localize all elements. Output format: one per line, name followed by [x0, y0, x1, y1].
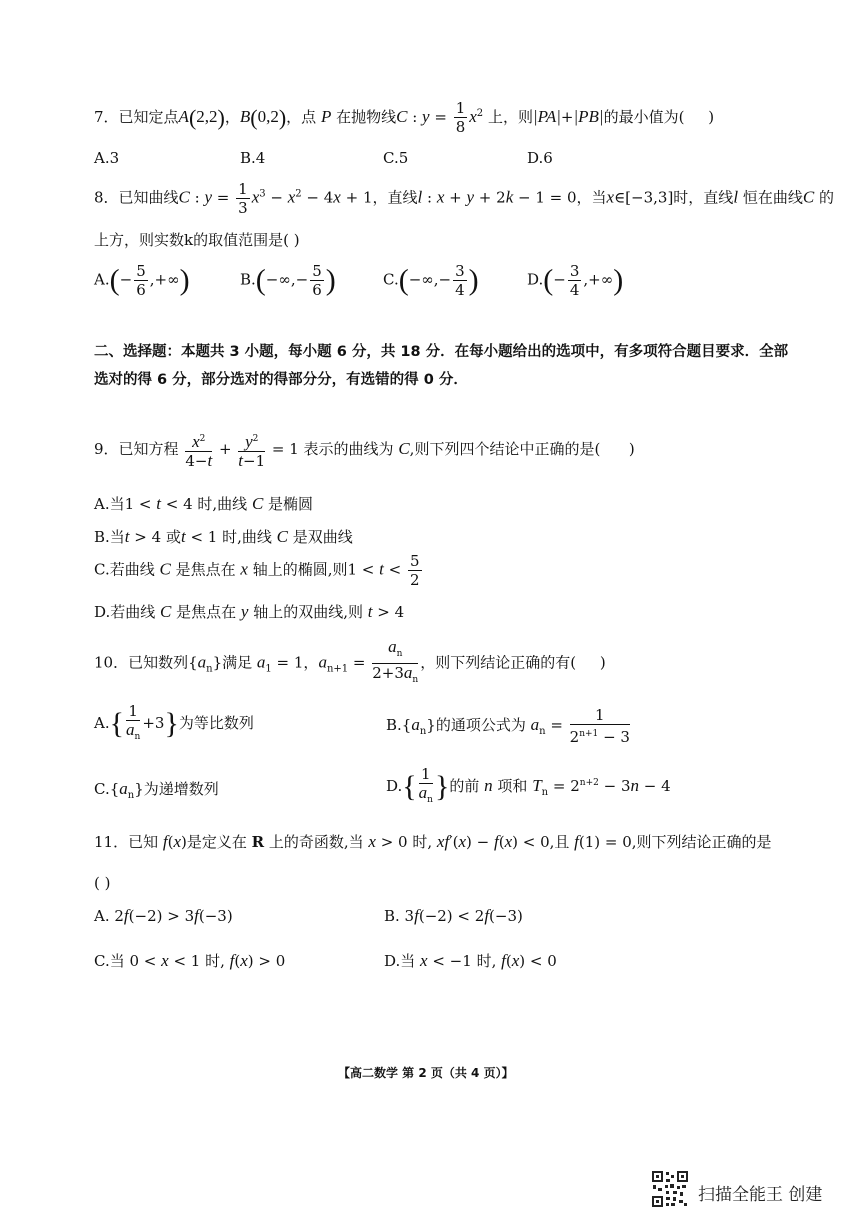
q7-text: 7．已知定点A(2,2)，B(0,2)，点 P 在抛物线C : y = $\frac{1}{8}$ $x^2$ 上，则|PA|+|PB|的最小值为( ): [94, 99, 715, 136]
question-7-stem: [94, 99, 714, 136]
q11-option-c: C.当 0 < x < 1 时, f(x) > 0: [94, 951, 286, 970]
q11-option-a: A. 2f(−2) > 3f(−3): [94, 906, 233, 925]
q9-option-a: A.当1 < t < 4 时,曲线 C 是椭圆: [94, 494, 314, 513]
q7-option-b: B.4: [240, 149, 266, 167]
q11-option-d: D.当 x < −1 时, f(x) < 0: [384, 951, 557, 970]
page-footer: 【高二数学 第 2 页（共 4 页）】: [338, 1066, 514, 1080]
qr-code-icon: [651, 1170, 689, 1208]
question-9-stem: 9．已知方程 $\frac{x^2}{4-t}$ + $\frac{y^2}{t-1}$ = 1 表示的曲线为 C,则下列四个结论中正确的是( ): [94, 432, 635, 470]
q8-option-a: A.(− $\frac{5}{6}$ ,+∞): [94, 262, 190, 299]
question-10-stem: 10．已知数列$\{a_n\}$满足 $a_1 = 1$，$a_{n+1}$ = $\frac{a_n}{2+3a_n}$ ，则下列结论正确的有( ): [94, 637, 606, 685]
q8-option-c: C.(−∞,− $\frac{3}{4}$ ): [383, 262, 479, 299]
question-8-stem-2: 上方，则实数k的取值范围是( ): [94, 231, 300, 249]
section-2-heading-line2: 选对的得 6 分，部分选对的得部分分，有选错的得 0 分．: [94, 372, 468, 388]
q8-option-b: B.(−∞,− $\frac{5}{6}$ ): [240, 262, 336, 299]
q7-option-a: A.3: [94, 149, 120, 167]
q10-option-c: $C.\{a_n\}$为递增数列: [94, 779, 219, 801]
q9-option-b: B.当t > 4 或t < 1 时,曲线 C 是双曲线: [94, 527, 353, 546]
q10-option-b: $B.\{a_n\}$的通项公式为 $a_n$ = $\frac{1}{2^{n+1} - 3}$: [386, 706, 630, 746]
q11-option-b: B. 3f(−2) < 2f(−3): [384, 906, 523, 925]
q10-option-d: D.{ $\frac{1}{a_n}$ }的前 n 项和 $T_n = 2^{n+2} - 3n - 4$: [386, 765, 671, 805]
question-11-stem-2: ( ): [94, 874, 111, 892]
section-2-heading-line1: 二、选择题：本题共 3 小题，每小题 6 分，共 18 分．在每小题给出的选项中，有多项符合题目要求．全部: [94, 344, 789, 360]
q9-option-c: C.若曲线 C 是焦点在 x 轴上的椭圆,则1 < t < $\frac{5}{2}$: [94, 552, 420, 589]
question-8-stem: 8．已知曲线C : y = $\frac{1}{3}$ $x^3 - x^2 - 4x + 1$，直线l : x + y + 2k − 1 = 0，当x∈[−3,3]时，直线l 恒在曲线C 的: [94, 180, 834, 217]
q8-option-d: D.(− $\frac{3}{4}$ ,+∞): [527, 262, 624, 299]
scanner-watermark: 扫描全能王 创建: [698, 1185, 823, 1205]
q7-option-c: C.5: [383, 149, 409, 167]
question-11-stem: 11．已知 f(x)是定义在 R 上的奇函数,当 x > 0 时, xf′(x) − f(x) < 0,且 f(1) = 0,则下列结论正确的是: [94, 832, 772, 851]
q9-option-d: D.若曲线 C 是焦点在 y 轴上的双曲线,则 t > 4: [94, 602, 405, 621]
q7-option-d: D.6: [527, 149, 553, 167]
q10-option-a: A.{ $\frac{1}{a_n}$ +3}为等比数列: [94, 702, 254, 742]
